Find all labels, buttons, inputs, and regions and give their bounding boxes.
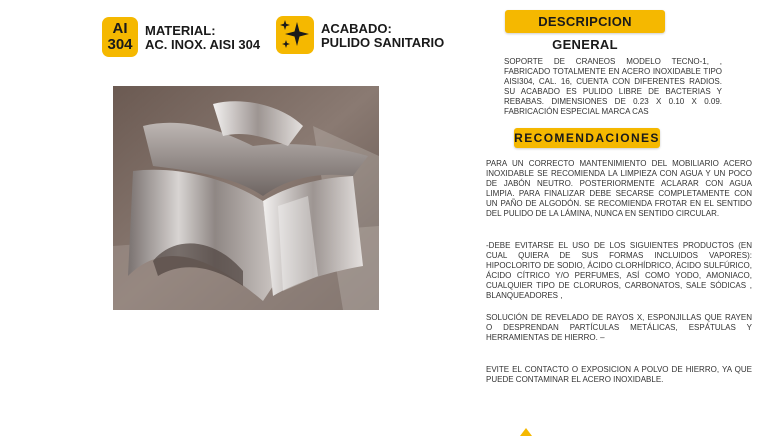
material-label-value: AC. INOX. AISI 304 [145,37,261,52]
recomendaciones-paragraph-3: SOLUCIÓN DE REVELADO DE RAYOS X, ESPONJILLAS QUE RAYEN O DESPRENDAN PARTÍCULAS METÁLICAS, ESPÁTULAS Y HERRAMIENTAS DE HIERRO. – [486,313,752,342]
sparkle-icon [276,16,314,54]
descripcion-text: SOPORTE DE CRANEOS MODELO TECNO-1, , FABRICADO TOTALMENTE EN ACERO INOXIDABLE TIPO AISI304, CAL. 16, CUENTA CON DIFERENTES RADIOS. SU ACABADO ES PULIDO LIBRE DE BACTERIAS Y REBABAS. DIMENSIONES DE 0.23 X 0.10 X 0.09. FABRICACIÓN ESPECIAL MARCA CAS [504,57,722,116]
material-label-title: MATERIAL: [145,23,216,38]
acabado-label-value: PULIDO SANITARIO [321,35,445,50]
material-label [145,24,260,52]
acabado-label [321,22,444,50]
triangle-icon [520,423,532,431]
product-photo [113,86,379,310]
recomendaciones-paragraph-4: EVITE EL CONTACTO O EXPOSICION A POLVO DE HIERRO, YA QUE PUEDE CONTAMINAR EL ACERO INOXIDABLE. [486,365,752,384]
material-badge [102,17,138,57]
recomendaciones-paragraph-2: -DEBE EVITARSE EL USO DE LOS SIGUIENTES PRODUCTOS (EN CUAL QUIERA DE SUS FORMAS INCLUIDOS VAPORES): HIPOCLORITO DE SODIO, ÁCIDO CLORHÍDRICO, ÁCIDO SULFÚRICO, ÁCIDO CÍTRICO Y/O PERFUMES, ASÍ COMO YODO, AMONIACO, CUALQUIER TIPO DE CLORUROS, CARBONATOS, SALE SÓDICAS , BLANQUEADORES , [486,241,752,300]
material-badge-top: AI [112,20,128,37]
recomendaciones-paragraph-1: PARA UN CORRECTO MANTENIMIENTO DEL MOBILIARIO ACERO INOXIDABLE SE RECOMIENDA LA LIMPIEZA CON AGUA Y UN POCO DE JABÓN NEUTRO. POSTERIORMENTE ACLARAR CON AGUA LIMPIA. PARA FINALIZAR DEBE SECARSE COMPLETAMENTE CON UN PAÑO DE ALGODÓN. SE RECOMIENDA FROTAR EN EL SENTIDO DEL PULIDO DE LA LÁMINA, NUNCA EN SENTIDO CIRCULAR. [486,159,752,218]
recomendaciones-title: RECOMENDACIONES [514,128,660,148]
acabado-label-title: ACABADO: [321,21,392,36]
descripcion-title: DESCRIPCION GENERAL [505,10,665,33]
material-badge-bottom: 304 [107,36,133,53]
